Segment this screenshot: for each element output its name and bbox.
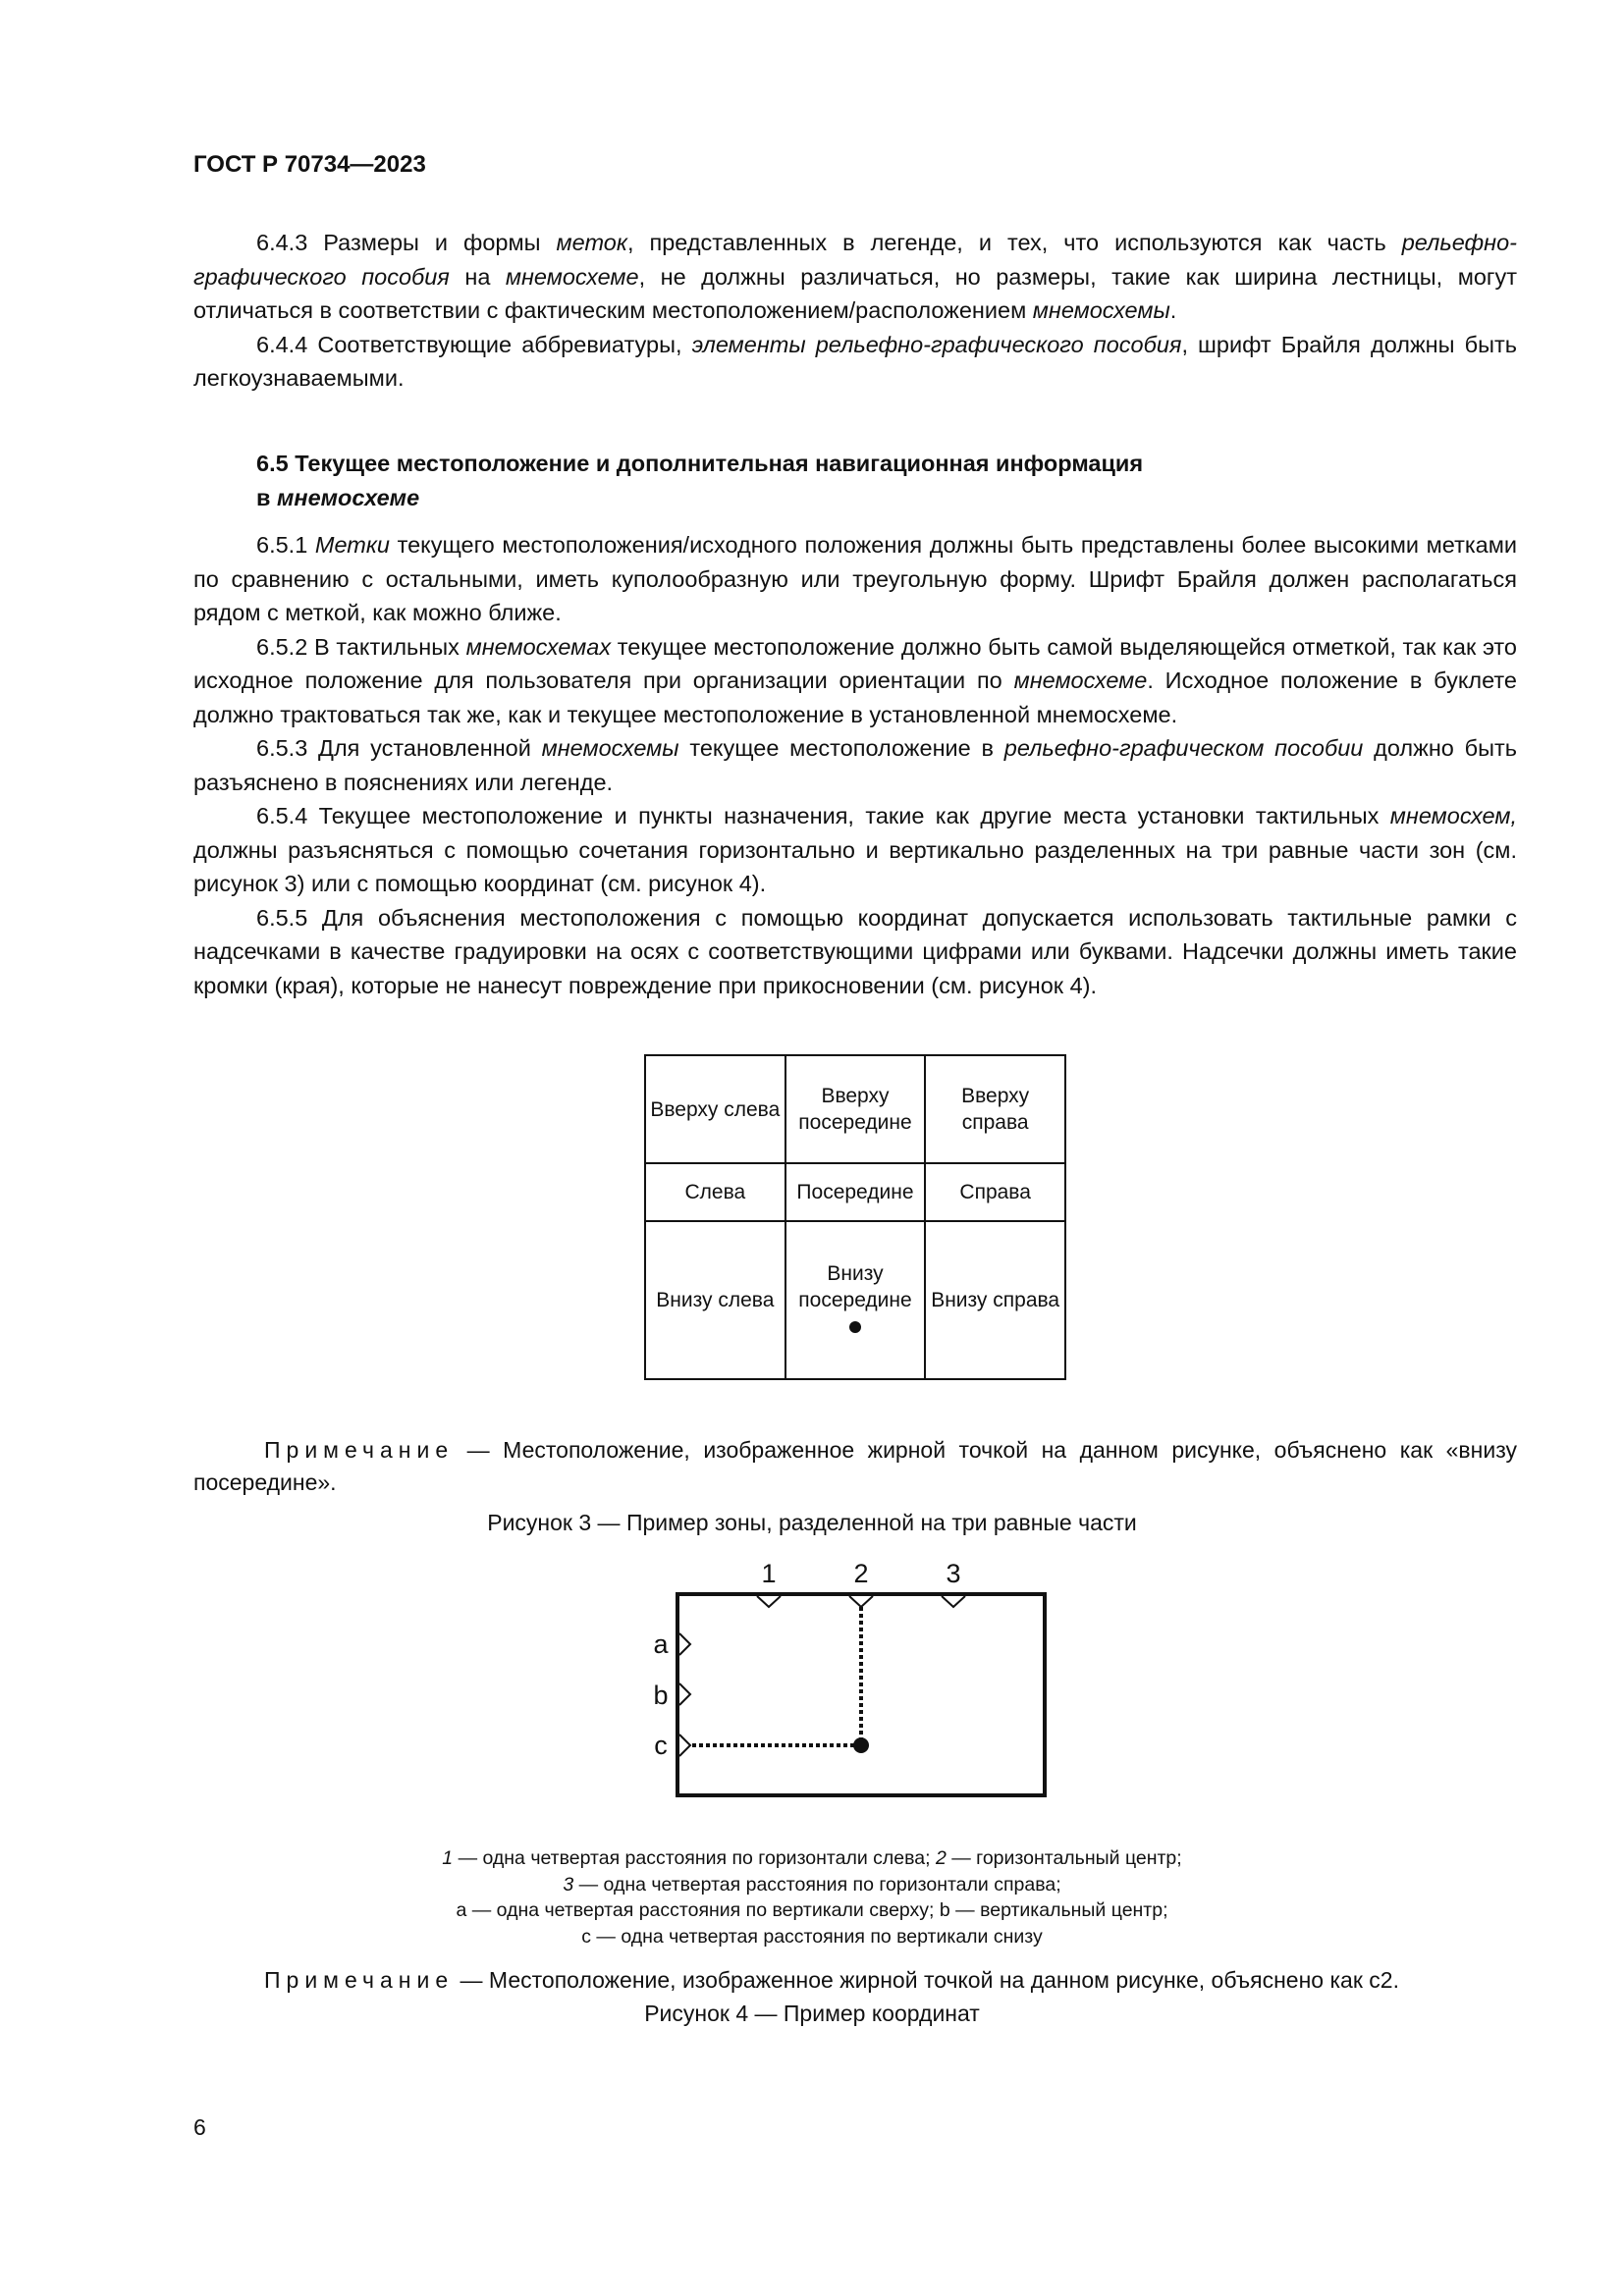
text-segment: , представленных в легенде, и тех, что используются как часть (626, 230, 1402, 255)
document-header: ГОСТ Р 70734—2023 (193, 151, 426, 178)
text-segment: текущее местоположение должно быть самой выделяющейся отметкой, так как это исходное положение для пользователя при организации ориентации по (193, 633, 1517, 693)
text-segment: на (449, 263, 506, 290)
italic-term: меток (556, 230, 627, 255)
zone-bottom-right: Внизу справа (925, 1221, 1065, 1379)
row-label-a: a (653, 1629, 669, 1659)
italic-term: элементы рельефно-графического пособия (691, 331, 1182, 357)
page-number: 6 (193, 2114, 206, 2140)
italic-term: мнемосхем, (1389, 803, 1517, 828)
italic-term: мнемосхемы (541, 735, 679, 761)
text-segment: 6.4.4 Соответствующие аббревиатуры, (256, 331, 692, 357)
text-segment: текущего местоположения/исходного положения должны быть представлены более высокими метками по сравнению с остальными, иметь куполообразную или треугольную форму. Шрифт Брайля должен располагаться рядом с меткой, как можно ближе. (193, 532, 1518, 625)
zone-top-left: Вверху слева (645, 1055, 785, 1163)
figure4-legend (0, 1845, 1624, 1949)
heading-line1: 6.5 Текущее местоположение и дополнительная навигационная информация (256, 451, 1144, 476)
zone-right: Справа (925, 1163, 1065, 1221)
text-segment: 6.5.3 Для установленной (256, 735, 542, 761)
note-label: Примечание (264, 1967, 455, 1993)
zone-top-right: Вверху справа (925, 1055, 1065, 1163)
italic-term: 3 (563, 1873, 574, 1896)
italic-term: рельефно-графического пособия (193, 230, 1517, 290)
legend-line (0, 1897, 1624, 1924)
zone-bottom-left: Внизу слева (645, 1221, 785, 1379)
text-segment: текущее местоположение в (678, 735, 1004, 761)
text-segment: , шрифт Брайля должны быть легкоузнаваемыми. (193, 331, 1517, 391)
text-segment: . (1169, 297, 1177, 323)
heading-line2-italic: мнемосхеме (276, 484, 420, 510)
zone-center: Посередине (785, 1163, 926, 1221)
location-dot-icon (853, 1737, 869, 1753)
col-label-2: 2 (853, 1559, 869, 1588)
text-segment: , не должны различаться, но размеры, такие как ширина лестницы, могут отличаться в соответствии с фактическим местоположением/расположением (193, 263, 1518, 323)
text-segment: c — одна четвертая расстояния по вертикали снизу (581, 1925, 1043, 1948)
notch-2-icon (849, 1596, 873, 1607)
zone-bottom-center-label: Внизу посередине (798, 1261, 912, 1311)
note-text: — Местоположение, изображенное жирной точкой на данном рисунке, объяснено как c2. (454, 1967, 1399, 1993)
italic-term: Метки (314, 532, 390, 558)
row-label-b: b (653, 1681, 669, 1710)
col-label-1: 1 (761, 1559, 777, 1588)
text-segment: 6.5.1 (256, 532, 315, 558)
col-label-3: 3 (946, 1559, 961, 1588)
italic-term: мнемосхеме (505, 263, 639, 290)
legend-line (0, 1872, 1624, 1898)
text-segment: — одна четвертая расстояния по горизонтали слева; (453, 1847, 936, 1869)
text-segment: a — одна четвертая расстояния по вертикали сверху; b — вертикальный центр; (456, 1899, 1168, 1921)
italic-term: мнемосхемы (1032, 297, 1170, 323)
zone-top-center: Вверху посередине (785, 1055, 926, 1163)
italic-term: мнемосхеме (1013, 667, 1148, 693)
row-label-c: c (654, 1731, 668, 1760)
notch-a-icon (679, 1633, 690, 1655)
italic-term: 1 (442, 1847, 454, 1869)
text-segment: 6.5.5 Для объяснения местоположения с помощью координат допускается использовать тактильные рамки с надсечками в качестве градуировки на осях с соответствующими цифрами или буквами. Надсечки должны иметь такие кромки (края), которые не нанесут повреждение при прикосновении (см. рисунок 4). (193, 904, 1517, 998)
notch-b-icon (679, 1683, 690, 1705)
legend-line (0, 1924, 1624, 1950)
notch-c-icon (679, 1735, 690, 1756)
legend-line (0, 1845, 1624, 1872)
note-text: — Местоположение, изображенное жирной точкой на данном рисунке, объяснено как «внизу посередине». (193, 1437, 1517, 1495)
zone-left: Слева (645, 1163, 785, 1221)
italic-term: рельефно-графическом пособии (1003, 735, 1364, 761)
figure4-caption: Рисунок 4 — Пример координат (644, 2001, 980, 2026)
notch-3-icon (942, 1596, 965, 1607)
italic-term: мнемосхемах (465, 633, 612, 660)
text-segment: . Исходное положение в буклете должно трактоваться так же, как и текущее местоположение в установленной мнемосхеме. (193, 667, 1517, 727)
italic-term: 2 (935, 1847, 947, 1869)
note-label: Примечание (264, 1437, 455, 1463)
notch-1-icon (757, 1596, 781, 1607)
text-segment: должно быть разъяснено в пояснениях или легенде. (193, 735, 1517, 795)
text-segment: 6.5.4 Текущее местоположение и пункты назначения, такие как другие места установки тактильных (256, 803, 1390, 828)
text-segment: — одна четвертая расстояния по горизонтали справа; (573, 1873, 1061, 1896)
figure3-caption: Рисунок 3 — Пример зоны, разделенной на три равные части (487, 1510, 1137, 1535)
text-segment: должны разъясняться с помощью сочетания горизонтально и вертикально разделенных на три равные части зон (см. рисунок 3) или с помощью координат (см. рисунок 4). (193, 836, 1517, 896)
heading-line2-prefix: в (256, 484, 277, 510)
text-segment: — горизонтальный центр; (946, 1847, 1182, 1869)
text-segment: 6.4.3 Размеры и формы (256, 230, 557, 255)
figure4-note (193, 1964, 1517, 1997)
text-segment: 6.5.2 В тактильных (256, 633, 466, 660)
